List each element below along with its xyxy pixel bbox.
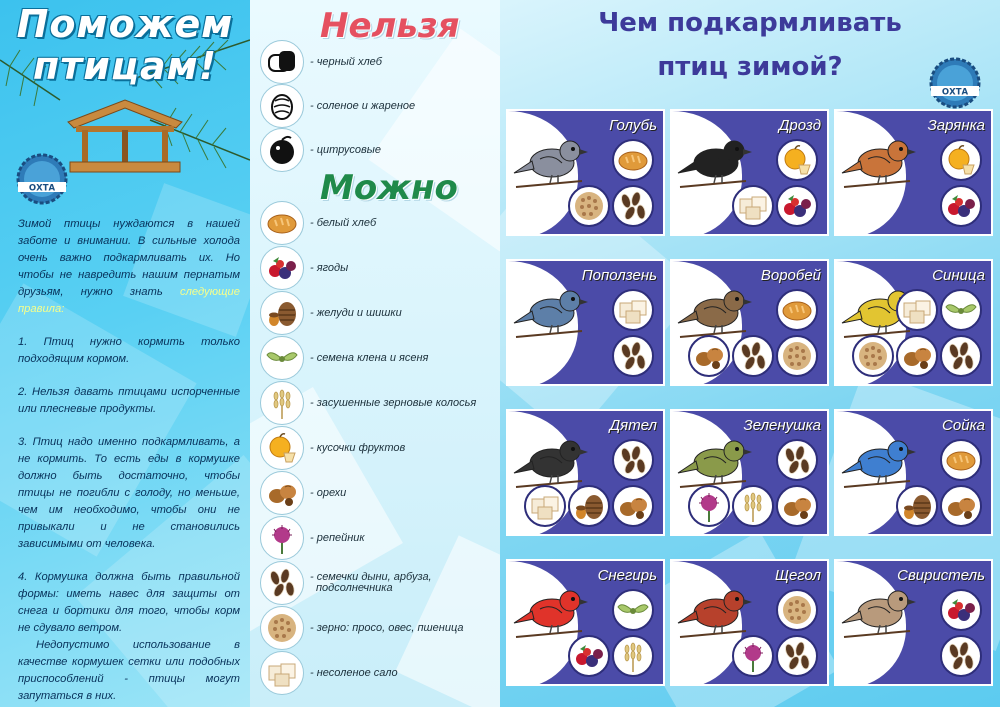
bird-icon [676,425,756,495]
lard-icon [732,185,774,227]
birds-panel [500,0,1000,707]
white-bread-icon [260,201,304,245]
food-row [260,516,365,560]
grain-icon [260,606,304,650]
food-row [260,84,415,128]
nuts-icon [896,335,938,377]
food-label-line: - желуди и шишки [310,306,402,319]
food-label-line: - орехи [310,486,347,499]
maple-seeds-icon [260,336,304,380]
food-row [260,291,402,335]
food-row [260,561,432,605]
bird-name: Щегол [774,567,821,584]
grain-icon [776,335,818,377]
seeds-icon [732,335,774,377]
seeds-icon [612,439,654,481]
grain-ears-icon [260,381,304,425]
acorns-cones-icon [896,485,938,527]
title-line-2: птицам! [32,44,218,88]
white-bread-icon [612,139,654,181]
berries-icon [260,246,304,290]
bird-icon [512,275,592,345]
nuts-icon [260,471,304,515]
nuts-icon [612,485,654,527]
bird-icon [512,575,592,645]
white-bread-icon [776,289,818,331]
burdock-icon [732,635,774,677]
bird-name: Дятел [609,417,657,434]
salted-fried-icon [260,84,304,128]
berries-icon [568,635,610,677]
food-label-line: - соленое и жареное [310,99,416,112]
burdock-icon [688,485,730,527]
intro-text: Зимой птицы нуждаются в нашей заботе и внимании. В сильные холода очень важно подкармливать их. Но чтобы не навредить нашим пернатым друзьям, нужно знать [18,218,240,298]
birds-title-line-1: Чем подкармливать [598,8,902,38]
bird-name: Дрозд [778,117,821,134]
food-label-line: - семена клена и ясеня [310,351,429,364]
food-label-line: - засушенные зерновые колосья [310,396,477,409]
bird-card [506,109,665,236]
bird-icon [512,125,592,195]
bird-card [506,259,665,386]
food-label [310,101,415,112]
food-label [310,443,405,454]
rule-1: 1. Птиц нужно кормить только подходящим кормом. [18,336,240,365]
bird-card [834,559,993,686]
food-row [260,426,405,470]
bird-name: Воробей [760,267,821,284]
grain-icon [568,185,610,227]
rule-5: Недопустимо использование в качестве кормушек сетки или подобных приспособлений - птицы могут запутаться в них. [18,639,240,702]
food-label [310,145,381,156]
grain-ears-icon [612,635,654,677]
food-label [310,218,376,229]
food-label [310,572,432,594]
seeds-icon [776,635,818,677]
black-bread-icon [260,40,304,84]
berries-icon [776,185,818,227]
bird-card [670,559,829,686]
food-row [260,246,348,290]
white-bread-icon [940,439,982,481]
intro-highlight: следующие правила: [18,286,240,315]
seeds-icon [260,561,304,605]
bird-icon [840,425,920,495]
logo-text: ОХТА [941,87,969,98]
food-label [310,263,348,274]
food-label [310,57,382,68]
food-label [310,668,398,679]
bird-icon [840,575,920,645]
food-row [260,471,346,515]
bird-icon [676,275,756,345]
grain-ears-icon [732,485,774,527]
intro-text-block [18,216,240,705]
bird-card [670,109,829,236]
food-row [260,606,463,650]
bird-feeder-icon [60,96,190,178]
title-line-1: Поможем [16,2,234,46]
fruit-pieces-icon [260,426,304,470]
food-label [310,353,428,364]
seeds-icon [776,439,818,481]
citrus-icon [260,128,304,172]
food-row [260,381,476,425]
allowed-title: Можно [320,168,458,208]
grain-icon [776,589,818,631]
fruit-pieces-icon [940,139,982,181]
burdock-icon [260,516,304,560]
food-label-line: - кусочки фруктов [310,441,406,454]
food-row [260,201,376,245]
bird-name: Поползень [581,267,657,284]
bird-card [506,409,665,536]
bird-icon [676,575,756,645]
rule-2: 2. Нельзя давать птицами испорченные или плесневые продукты. [18,386,240,415]
food-label-line: - ягоды [310,261,349,274]
food-row [260,651,398,695]
food-row [260,336,428,380]
grain-icon [852,335,894,377]
bird-card [670,409,829,536]
bird-icon [512,425,592,495]
food-label [310,398,476,409]
food-label-line-2: подсолнечника [316,582,393,594]
bird-icon [676,125,756,195]
rule-3: 3. Птиц надо именно подкармливать, а не кормить. То есть еды в кормушке должно быть достаточно, чтобы птицы не погибли с голоду, но меньше, чем им необходимо, чтобы они не привыкали и не становились зависимыми от человека. [18,436,240,550]
food-label-line: - черный хлеб [310,55,382,68]
logo-text: ОХТА [28,183,56,194]
food-row [260,128,381,172]
seeds-icon [940,635,982,677]
bird-name: Зеленушка [743,417,821,434]
bird-name: Зарянка [927,117,985,134]
food-label-line: - репейник [310,531,365,544]
food-label [310,308,402,319]
food-label [310,488,346,499]
bird-name: Сойка [942,417,985,434]
bird-card [834,409,993,536]
food-row [260,40,382,84]
food-label-line: - семечки дыни, арбуза, [310,571,432,583]
lard-icon [260,651,304,695]
rule-4: 4. Кормушка должна быть правильной формы: иметь навес для защиты от снега и бортики для того, чтобы корм не сдувало ветром. [18,571,240,634]
seeds-icon [612,185,654,227]
lard-icon [612,289,654,331]
birds-title-line-2: птиц зимой? [657,52,843,82]
bird-name: Голубь [609,117,657,134]
berries-icon [940,589,982,631]
bird-card [834,259,993,386]
berries-icon [940,185,982,227]
bird-card [670,259,829,386]
left-panel [0,0,250,707]
bird-name: Снегирь [597,567,657,584]
acorns-cones-icon [260,291,304,335]
maple-seeds-icon [940,289,982,331]
bird-card [834,109,993,236]
okhta-logo-icon [920,56,990,110]
acorns-cones-icon [568,485,610,527]
bird-name: Свиристель [897,567,985,584]
bird-icon [840,125,920,195]
food-label-line: - белый хлеб [310,216,377,229]
lard-icon [524,485,566,527]
food-label-line: - зерно: просо, овес, пшеница [310,621,464,634]
food-label-line: - цитрусовые [310,143,381,156]
nuts-icon [940,485,982,527]
seeds-icon [940,335,982,377]
food-label [310,533,365,544]
food-list-panel [250,0,500,707]
lard-icon [896,289,938,331]
fruit-pieces-icon [776,139,818,181]
nuts-icon [688,335,730,377]
food-label-line: - несоленое сало [310,666,398,679]
okhta-logo-icon [8,152,76,206]
bird-name: Синица [932,267,985,284]
food-label [310,623,463,634]
forbidden-title: Нельзя [320,6,460,46]
bird-card [506,559,665,686]
maple-seeds-icon [612,589,654,631]
nuts-icon [776,485,818,527]
seeds-icon [612,335,654,377]
